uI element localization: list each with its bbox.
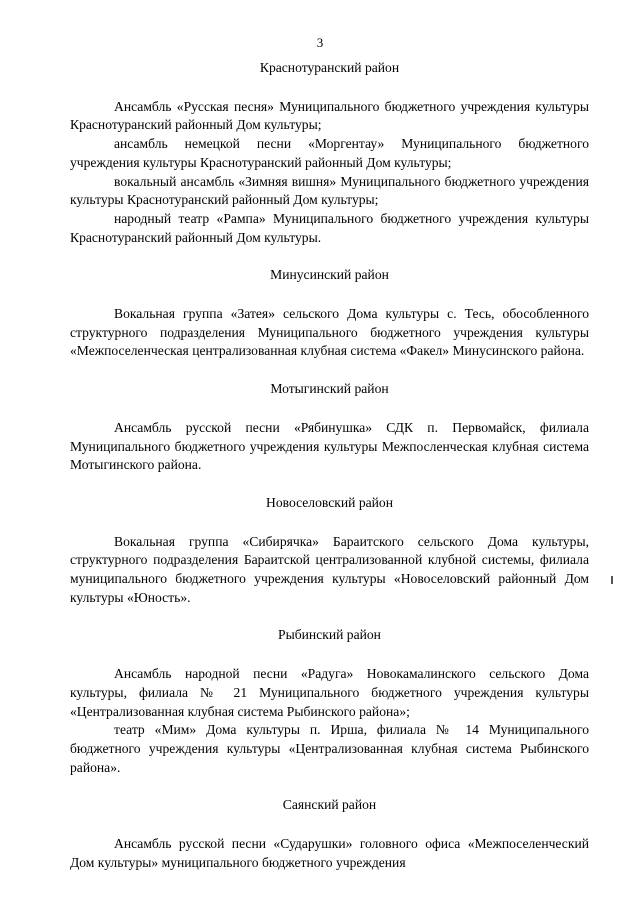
document-body: [70, 59, 589, 892]
section-heading: Рыбинский район: [278, 627, 381, 643]
section-rybinsky: [70, 626, 589, 777]
paragraph: Вокальная группа «Затея» сельского Дома культуры с. Тесь, обособленного структурного подразделения Муниципального бюджетного учреждения культуры «Межпоселенческая централизованная клубная система «Факел» Минусинского района.: [70, 306, 589, 359]
scan-margin-mark: [611, 576, 613, 584]
paragraph: Ансамбль народной песни «Радуга» Новокамалинского сельского Дома культуры, филиала № 21 Муниципального бюджетного учреждения культуры «Централизованная клубная система Рыбинского района»;: [70, 666, 589, 719]
paragraph: ансамбль немецкой песни «Моргентау» Муниципального бюджетного учреждения культуры Краснотуранский районный Дом культуры;: [70, 136, 589, 170]
paragraph: театр «Мим» Дома культуры п. Ирша, филиала № 14 Муниципального бюджетного учреждения культуры «Централизованная клубная система Рыбинского района».: [70, 722, 589, 775]
paragraph: Ансамбль «Русская песня» Муниципального бюджетного учреждения культуры Краснотуранский районный Дом культуры;: [70, 98, 589, 133]
section-motyginsky: [70, 380, 589, 475]
paragraph: народный театр «Рампа» Муниципального бюджетного учреждения культуры Краснотуранский районный Дом культуры.: [70, 210, 589, 245]
paragraph: Вокальная группа «Сибирячка» Бараитского сельского Дома культуры, структурного подразделения Бараитской централизованной клубной системы, филиала муниципального бюджетного учреждения культуры «Новоселовский районный Дом культуры «Юность».: [70, 533, 589, 605]
paragraph: вокальный ансамбль «Зимняя вишня» Муниципального бюджетного учреждения культуры Краснотуранский районный Дом культуры;: [70, 173, 589, 208]
page-number: 3: [316, 35, 324, 50]
section-heading: Минусинский район: [270, 267, 389, 283]
paragraph: Ансамбль русской песни «Рябинушка» СДК п. Первомайск, филиала Муниципального бюджетного учреждения культуры Межпосленческая клубная система Мотыгинского района.: [70, 419, 589, 473]
section-heading: Новоселовский район: [266, 494, 393, 510]
section-krasnoturansky: [70, 59, 589, 247]
section-heading: Саянский район: [282, 797, 377, 813]
paragraph: Ансамбль русской песни «Сударушки» головного офиса «Межпоселенческий Дом культуры» муниципального бюджетного учреждения: [70, 836, 589, 870]
section-heading: Мотыгинский район: [270, 381, 389, 397]
section-sayansky: [70, 796, 589, 872]
section-minusinsky: [70, 266, 589, 361]
section-novoselovsky: [70, 494, 589, 608]
section-heading: Краснотуранский район: [259, 60, 400, 75]
